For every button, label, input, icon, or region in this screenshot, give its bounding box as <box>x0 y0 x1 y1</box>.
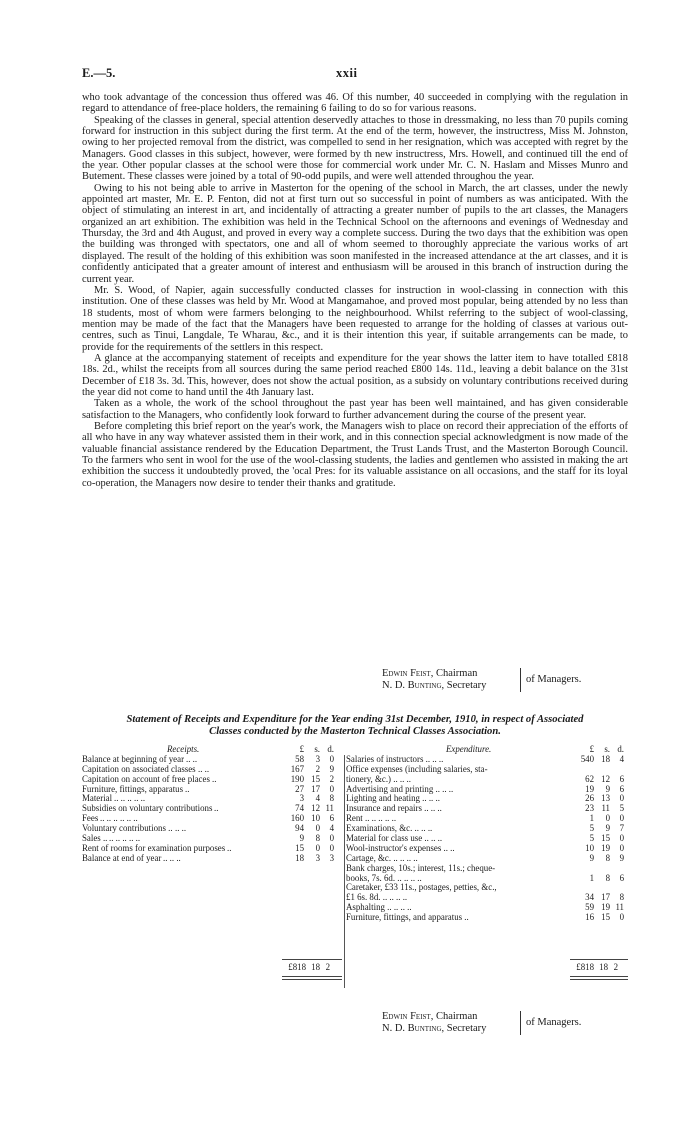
receipt-label: Material <box>82 793 113 804</box>
statement-title-line: Statement of Receipts and Expenditure for the Year ending 31st December, 1910, in respect of Associated <box>126 714 584 725</box>
signature-block <box>382 668 582 692</box>
pence: 3 <box>329 852 334 863</box>
pounds: 5 <box>589 823 594 834</box>
total-rule <box>282 959 342 960</box>
leader-dots: .. <box>185 784 190 794</box>
leader-dots: .. .. .. .. .. <box>114 794 146 804</box>
expenditure-label: Insurance and repairs .. .. .. <box>346 803 442 814</box>
pounds: 19 <box>585 783 594 794</box>
pounds: 160 <box>290 813 304 824</box>
receipt-label: Capitation on associated classes <box>82 763 196 774</box>
total-rule <box>282 976 342 977</box>
shillings: 15 <box>601 912 610 923</box>
receipt-label: Balance at end of year <box>82 852 162 863</box>
total-pence: 2 <box>325 962 330 972</box>
expenditure-label: Salaries of instructors .. .. .. <box>346 753 444 764</box>
receipt-amount <box>282 755 334 765</box>
pounds: 34 <box>585 892 594 903</box>
signature-block <box>382 1011 582 1035</box>
pence: 0 <box>329 783 334 794</box>
receipt-amount <box>282 844 334 854</box>
pence: 11 <box>325 803 334 814</box>
pence: 0 <box>619 833 624 844</box>
shillings: 8 <box>605 852 610 863</box>
leader-dots: .. <box>212 774 217 784</box>
leader-dots: .. .. <box>175 824 187 834</box>
receipt-label: Furniture, fittings, apparatus <box>82 783 184 794</box>
pounds: 9 <box>589 852 594 863</box>
total-shillings: 18 <box>599 962 608 972</box>
statement-title <box>82 714 628 738</box>
pounds: 26 <box>585 793 594 804</box>
receipt-label: Balance at beginning of year <box>82 753 185 764</box>
pence: 0 <box>329 833 334 844</box>
expenditure-amount <box>572 854 624 864</box>
pounds: 74 <box>295 803 304 814</box>
total-pence: 2 <box>613 962 618 972</box>
pounds: 27 <box>295 783 304 794</box>
expenditure-label: Examinations, &c. .. .. .. <box>346 823 433 834</box>
pence: 0 <box>329 842 334 853</box>
receipts-rows <box>82 755 344 864</box>
pounds: 94 <box>295 823 304 834</box>
pence: 6 <box>619 783 624 794</box>
leader-dots: .. .. .. .. .. .. <box>100 814 138 824</box>
expenditure-amount <box>572 903 624 913</box>
expenditure-rows <box>346 755 628 923</box>
shillings: 4 <box>315 793 320 804</box>
secretary-role: , Secretary <box>441 1023 487 1034</box>
shillings-head: s. <box>314 744 320 754</box>
receipt-row <box>82 804 344 814</box>
report-code: E.—5. <box>82 66 116 80</box>
signature-brace <box>520 668 521 692</box>
expenditure-label: Advertising and printing .. .. .. <box>346 783 454 794</box>
expenditure-amount <box>572 755 624 765</box>
receipt-label: Fees <box>82 813 99 824</box>
paragraph: who took advantage of the concession thus offered was 46. Of this number, 40 succeeded in complying with the regulation in regard to attendance of free-place holders, the remaining 6 failing to do so for various reasons. <box>82 92 628 115</box>
receipt-label: Rent of rooms for examination purposes <box>82 842 226 853</box>
leader-dots: .. .. <box>186 754 198 764</box>
expenditure-label: Lighting and heating .. .. .. <box>346 793 440 804</box>
chairman-name: Edwin Feist <box>382 668 431 679</box>
pounds: 15 <box>295 842 304 853</box>
expenditure-label: Material for class use .. .. .. <box>346 833 443 844</box>
shillings: 9 <box>605 823 610 834</box>
secretary-name: N. D. Bunting <box>382 680 442 691</box>
expenditure-amount <box>572 824 624 834</box>
pounds: 23 <box>585 803 594 814</box>
shillings: 19 <box>601 902 610 913</box>
expenditure-label: tionery, &c.) .. .. .. <box>346 773 411 784</box>
total-pounds: £818 <box>576 962 594 972</box>
shillings: 11 <box>601 803 610 814</box>
total-rule <box>570 976 628 977</box>
pence: 8 <box>619 892 624 903</box>
pence: 4 <box>619 753 624 764</box>
receipt-amount <box>282 834 334 844</box>
pounds: 62 <box>585 773 594 784</box>
expenditure-label: Asphalting .. .. .. .. <box>346 902 412 913</box>
pounds: 10 <box>585 842 594 853</box>
receipts-heading: Receipts. <box>167 744 200 754</box>
expenditure-label: Cartage, &c. .. .. .. .. <box>346 852 418 863</box>
expenditure-row <box>346 913 628 923</box>
pence: 11 <box>615 902 624 913</box>
paragraph: Owing to his not being able to arrive in Masterton for the opening of the school in March, the art classes, under the newly appointed art master, Mr. E. P. Fenton, did not at first turn out so successful in point of numbers as was anticipated. With the object of stimulating an interest in art, and incidentally of attracting a greater number of pupils to the art classes, the Managers organized an art exhibition. The exhibition was held in the Technical School on the afternoons and evenings of Wednesday and Thursday, the 3rd and 4th August, and proved in every way a complete success. During the two days that the exhibition was open the building was thronged with spectators, one and all of whom seemed to thoroughly appreciate the various works of art displayed. The result of the holding of this exhibition was soon manifested in the increased attendance at the art classes, and it is confidently anticipated that a greater amount of interest and enthusiasm will be aroused in this branch of instruction during the current year. <box>82 182 628 285</box>
receipt-amount <box>282 785 334 795</box>
pounds: 16 <box>585 912 594 923</box>
pounds: 9 <box>299 833 304 844</box>
pounds: 540 <box>580 753 594 764</box>
shillings: 17 <box>311 783 320 794</box>
expenditure-column <box>346 745 628 923</box>
pence: 8 <box>329 793 334 804</box>
shillings: 19 <box>601 842 610 853</box>
pence: 6 <box>619 773 624 784</box>
leader-dots: .. <box>214 804 219 814</box>
total-rule <box>282 979 342 980</box>
pence: 0 <box>329 753 334 764</box>
pence: 6 <box>329 813 334 824</box>
pence-head: d. <box>617 744 624 754</box>
paragraph: Speaking of the classes in general, special attention deservedly attaches to those in dressmaking, no less than 70 pupils coming forward for instruction in this subject during the first term. At the end of the term, however, the instructress, Miss M. Johnston, owing to her projected removal from the district, was compelled to send in her resignation, which was accepted with regret by the Managers. Good classes in this subject, however, were formed by th new instructress, Mrs. Howell, and continued till the end of the year. Other popular classes at the school were those for commercial work under Mr. C. N. Haslam and Misses Munro and Butement. These classes were joined by a total of 90-odd pupils, and were well attended throughou the year. <box>82 114 628 183</box>
paragraph: Taken as a whole, the work of the school throughout the past year has been well maintained, and has given considerable satisfaction to the Managers, who confidently look forward to further advancement during the course of the present year. <box>82 398 628 421</box>
shillings: 13 <box>601 793 610 804</box>
total-pounds: £818 <box>288 962 306 972</box>
shillings: 2 <box>315 763 320 774</box>
pounds: 5 <box>589 833 594 844</box>
pounds: 1 <box>589 813 594 824</box>
statement-title-line: Classes conducted by the Masterton Technical Classes Association. <box>209 726 501 737</box>
signature-brace <box>520 1011 521 1035</box>
pounds-head: £ <box>299 744 304 754</box>
expenditure-amount <box>572 874 624 884</box>
receipt-amount <box>282 814 334 824</box>
receipt-row <box>82 854 344 864</box>
shillings: 15 <box>601 833 610 844</box>
pence: 0 <box>619 912 624 923</box>
pounds: 167 <box>290 763 304 774</box>
receipts-column <box>82 745 344 864</box>
of-managers: of Managers. <box>526 674 582 685</box>
chairman-role: , Chairman <box>430 668 478 679</box>
expenditure-label: Bank charges, 10s.; interest, 11s.; cheque- <box>346 862 496 873</box>
receipt-amount <box>282 804 334 814</box>
column-divider <box>344 755 345 988</box>
shillings: 18 <box>601 753 610 764</box>
shillings: 3 <box>315 753 320 764</box>
pence: 6 <box>619 872 624 883</box>
leader-dots: .. .. .. <box>163 853 181 863</box>
secretary-role: , Secretary <box>441 680 487 691</box>
leader-dots: .. .. <box>198 764 210 774</box>
pence: 0 <box>619 813 624 824</box>
receipt-amount <box>282 824 334 834</box>
pence: 5 <box>619 803 624 814</box>
paragraph: A glance at the accompanying statement of receipts and expenditure for the year shows the latter item to have totalled £818 18s. 2d., whilst the receipts from all sources during the same period reached £800 14s. 11d., leaving a debit balance on the 31st December of £18 3s. 3d. This, however, does not show the actual position, as a subsidy on voluntary contributions received during the year did not come to hand until the 4th January last. <box>82 352 628 398</box>
receipt-label: Voluntary contributions .. <box>82 823 173 834</box>
pence-head: d. <box>327 744 334 754</box>
expenditure-label: Wool-instructor's expenses .. .. <box>346 842 455 853</box>
leader-dots: .. <box>227 843 232 853</box>
pounds: 59 <box>585 902 594 913</box>
secretary-name: N. D. Bunting <box>382 1023 442 1034</box>
pence: 7 <box>619 823 624 834</box>
total-rule <box>570 959 628 960</box>
shillings: 0 <box>315 823 320 834</box>
expenditure-label: £1 6s. 8d. .. .. .. .. <box>346 892 408 903</box>
total-rule <box>570 979 628 980</box>
expenditure-amount <box>572 844 624 854</box>
receipt-amount <box>282 775 334 785</box>
total-shillings: 18 <box>311 962 320 972</box>
receipt-amount <box>282 854 334 864</box>
pounds: 3 <box>299 793 304 804</box>
shillings: 10 <box>311 813 320 824</box>
expenditure-amount <box>572 775 624 785</box>
receipt-row <box>82 824 344 834</box>
shillings: 0 <box>605 813 610 824</box>
pence: 4 <box>329 823 334 834</box>
shillings: 17 <box>601 892 610 903</box>
pence: 2 <box>329 773 334 784</box>
receipts-total <box>282 963 344 973</box>
leader-dots: .. .. .. .. .. <box>109 834 141 844</box>
pence: 9 <box>619 852 624 863</box>
shillings: 12 <box>311 803 320 814</box>
pence: 9 <box>329 763 334 774</box>
receipt-label: Subsidies on voluntary contributions <box>82 803 213 814</box>
expenditure-label: Caretaker, £33 11s., postages, petties, &c., <box>346 882 497 893</box>
expenditure-total <box>570 963 628 973</box>
pounds: 190 <box>290 773 304 784</box>
pence: 0 <box>619 793 624 804</box>
pounds: 18 <box>295 852 304 863</box>
expenditure-amount <box>572 913 624 923</box>
shillings: 9 <box>605 783 610 794</box>
expenditure-amount <box>572 834 624 844</box>
expenditure-label: Office expenses (including salaries, sta- <box>346 763 488 774</box>
receipt-amount <box>282 765 334 775</box>
pounds: 1 <box>589 872 594 883</box>
chairman-role: , Chairman <box>430 1011 478 1022</box>
shillings: 15 <box>311 773 320 784</box>
shillings: 8 <box>605 872 610 883</box>
shillings: 0 <box>315 842 320 853</box>
expenditure-amount <box>572 804 624 814</box>
expenditure-amount <box>572 814 624 824</box>
paragraph: Before completing this brief report on the year's work, the Managers wish to place on record their appreciation of the efforts of all who have in any way whatever assisted them in their work, and in this connection special acknowledgment is now made of the valuable financial assistance rendered by the Education Department, the Trust Lands Trust, and the Masterton Borough Council. To the farmers who sent in wool for the use of the wool-classing students, the ladies and gentlemen who assisted in making the art exhibition the success it undoubtedly proved, the 'ocal Pres: for its valuable assistance on all occasions, and the staff for its loyal co-operation, the Managers now desire to tender their thanks and gratitude. <box>82 420 628 489</box>
page-header <box>82 66 628 82</box>
receipt-label: Sales .. <box>82 833 108 844</box>
expenditure-label: Furniture, fittings, and apparatus .. <box>346 912 469 923</box>
pence: 0 <box>619 842 624 853</box>
receipt-label: Capitation on account of free places <box>82 773 210 784</box>
expenditure-amount <box>572 794 624 804</box>
expenditure-label: books, 7s. 6d. .. .. .. .. <box>346 872 422 883</box>
expenditure-heading: Expenditure. <box>446 744 492 754</box>
chairman-name: Edwin Feist <box>382 1011 431 1022</box>
pounds-head: £ <box>589 744 594 754</box>
shillings: 3 <box>315 852 320 863</box>
shillings-head: s. <box>604 744 610 754</box>
pounds: 58 <box>295 753 304 764</box>
expenditure-amount <box>572 785 624 795</box>
receipt-row <box>82 785 344 795</box>
of-managers: of Managers. <box>526 1017 582 1028</box>
paragraph: Mr. S. Wood, of Napier, again successfully conducted classes for instruction in wool-classing in connection with this institution. One of these classes was held by Mr. Wood at Mangamahoe, and proved most popular, being attended by no less than 18 students, most of whom were farmers belonging to the neighbourhood. Whilst referring to the subject of wool-classing, mention may be made of the fact that the Managers have been requested to arrange for the holding of classes at various out-centres, such as Tinui, Langdale, Te Wharau, &c., and it is their intention this year, if suitable arrangements can be made, to provide for the requirements of the settlers in this respect. <box>82 284 628 353</box>
shillings: 12 <box>601 773 610 784</box>
expenditure-label: Rent .. .. .. .. .. <box>346 813 397 824</box>
shillings: 8 <box>315 833 320 844</box>
report-body <box>82 92 628 489</box>
page-number: xxii <box>336 66 358 80</box>
